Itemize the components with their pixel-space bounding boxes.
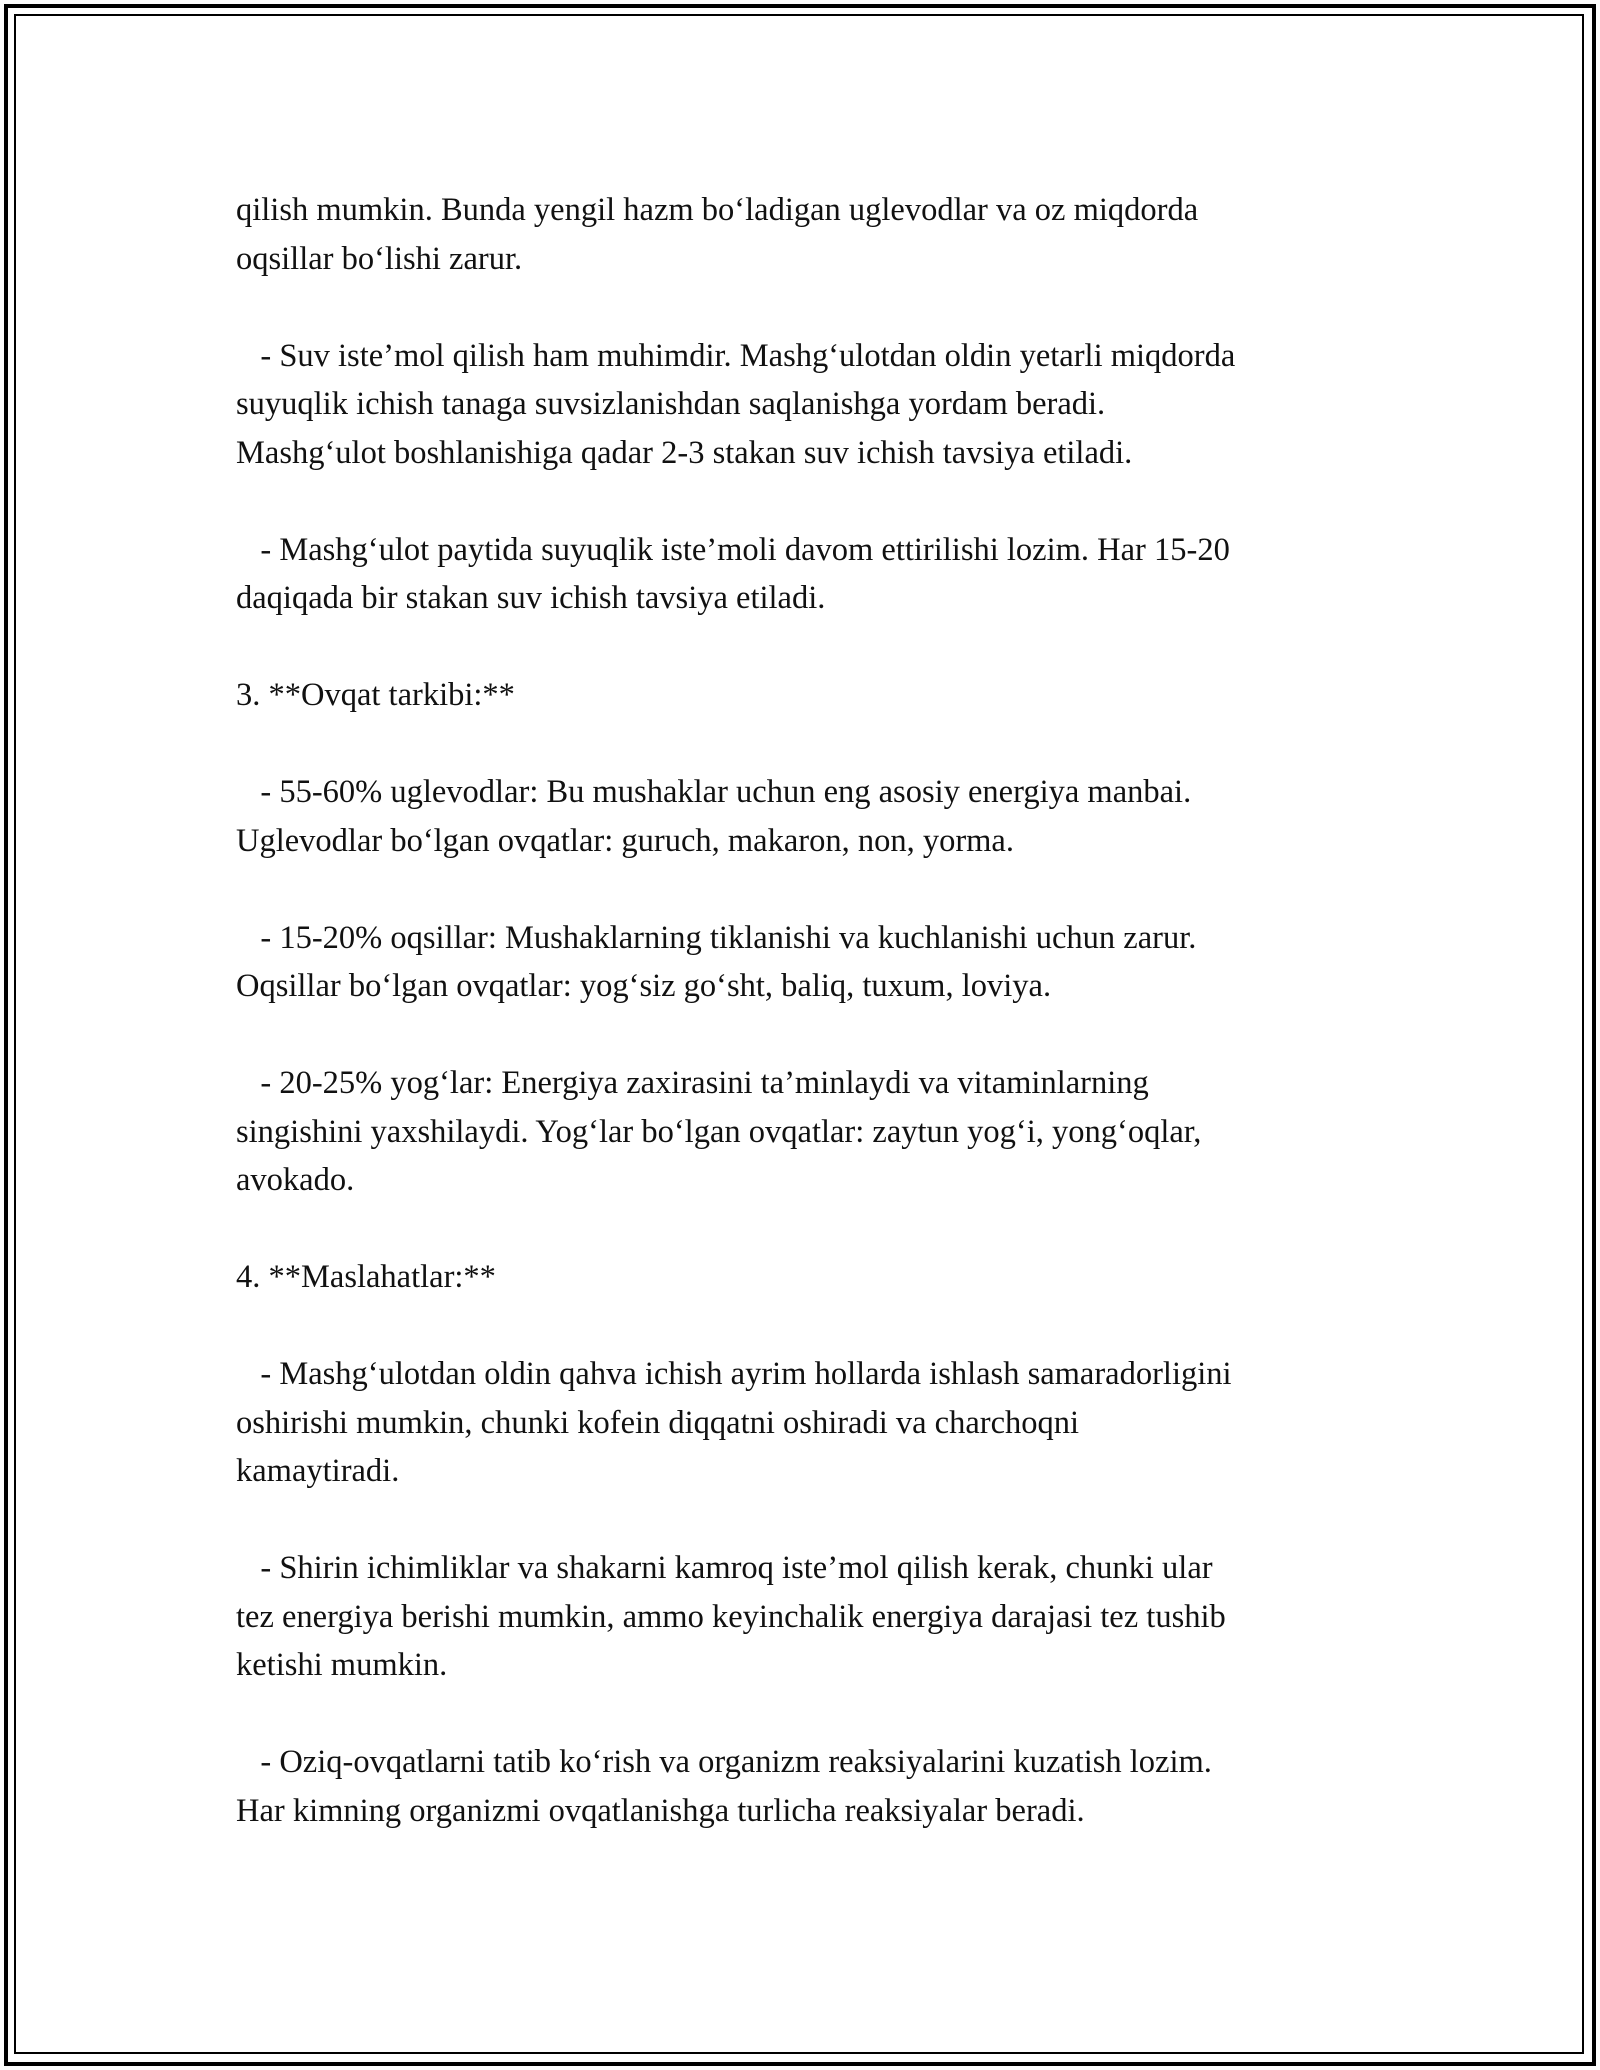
paragraph <box>236 186 1396 283</box>
paragraph <box>236 914 1396 1011</box>
text-line: Har kimning organizmi ovqatlanishga turlicha reaksiyalar beradi. <box>236 1792 1085 1829</box>
paragraph <box>236 526 1396 623</box>
text-line: ketishi mumkin. <box>236 1647 448 1683</box>
text-line: - Shirin ichimliklar va shakarni kamroq iste’mol qilish kerak, chunki ular <box>236 1550 1213 1586</box>
text-line: - Suv iste’mol qilish ham muhimdir. Mashg‘ulotdan oldin yetarli miqdorda <box>236 337 1236 374</box>
paragraph <box>236 671 1396 720</box>
paragraph <box>236 1059 1396 1205</box>
paragraph <box>236 332 1396 478</box>
paragraph <box>236 1350 1396 1496</box>
text-line: 3. **Ovqat tarkibi:** <box>236 677 515 713</box>
text-line: oqsillar bo‘lishi zarur. <box>236 240 523 277</box>
text-line: - Mashg‘ulot paytida suyuqlik iste’moli davom ettirilishi lozim. Har 15-20 <box>236 531 1230 568</box>
text-line: oshirishi mumkin, chunki kofein diqqatni oshiradi va charchoqni <box>236 1404 1080 1441</box>
text-line: - Oziq-ovqatlarni tatib ko‘rish va organizm reaksiyalarini kuzatish lozim. <box>236 1744 1212 1780</box>
text-line: singishini yaxshilaydi. Yog‘lar bo‘lgan ovqatlar: zaytun yog‘i, yong‘oqlar, <box>236 1113 1202 1150</box>
document-body <box>236 186 1396 1835</box>
paragraph <box>236 1253 1396 1302</box>
text-line: - 20-25% yog‘lar: Energiya zaxirasini ta’minlaydi va vitaminlarning <box>236 1065 1149 1101</box>
text-line: - Mashg‘ulotdan oldin qahva ichish ayrim hollarda ishlash samaradorligini <box>236 1356 1232 1392</box>
text-line: avokado. <box>236 1162 355 1198</box>
text-line: Mashg‘ulot boshlanishiga qadar 2-3 stakan suv ichish tavsiya etiladi. <box>236 434 1133 471</box>
text-line: tez energiya berishi mumkin, ammo keyinchalik energiya darajasi tez tushib <box>236 1598 1226 1635</box>
paragraph <box>236 768 1396 865</box>
paragraph <box>236 1738 1396 1835</box>
paragraph <box>236 1544 1396 1690</box>
text-line: - 15-20% oqsillar: Mushaklarning tiklanishi va kuchlanishi uchun zarur. <box>236 919 1197 956</box>
text-line: - 55-60% uglevodlar: Bu mushaklar uchun eng asosiy energiya manbai. <box>236 774 1192 810</box>
text-line: 4. **Maslahatlar:** <box>236 1259 496 1295</box>
text-line: daqiqada bir stakan suv ichish tavsiya etiladi. <box>236 580 826 616</box>
text-line: kamaytiradi. <box>236 1453 400 1489</box>
text-line: Oqsillar bo‘lgan ovqatlar: yog‘siz go‘sht, baliq, tuxum, loviya. <box>236 968 1052 1004</box>
text-line: suyuqlik ichish tanaga suvsizlanishdan saqlanishga yordam beradi. <box>236 386 1106 422</box>
text-line: qilish mumkin. Bunda yengil hazm bo‘ladigan uglevodlar va oz miqdorda <box>236 192 1199 228</box>
text-line: Uglevodlar bo‘lgan ovqatlar: guruch, makaron, non, yorma. <box>236 822 1014 859</box>
